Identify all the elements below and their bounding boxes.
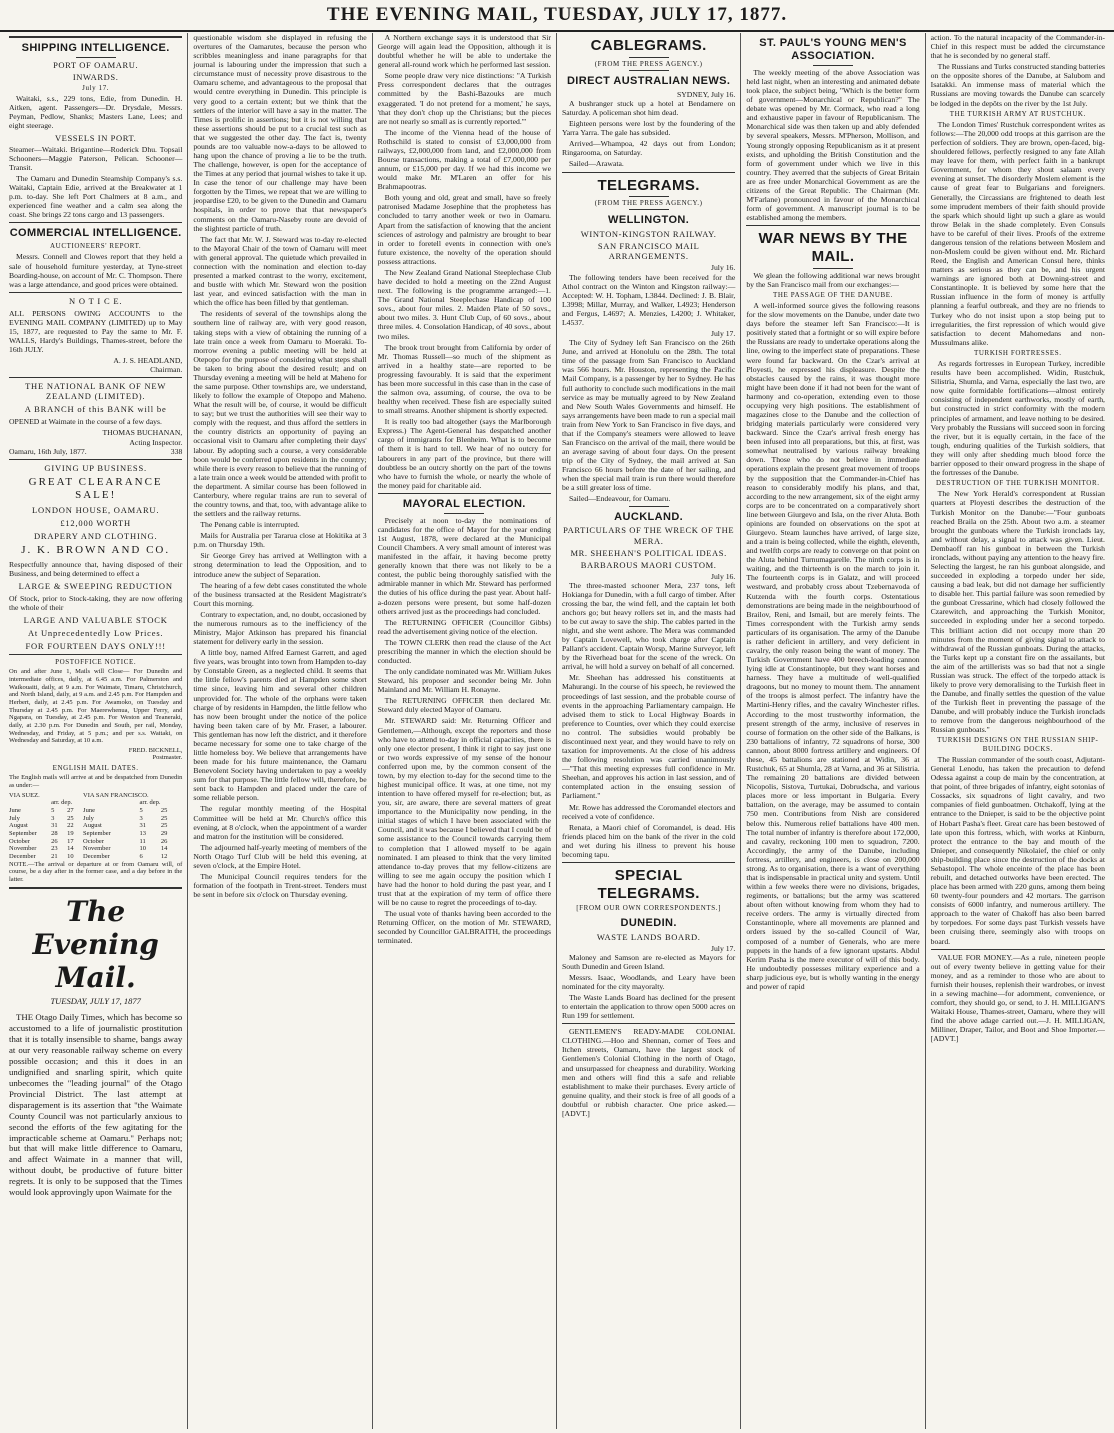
- article-paragraph: action. To the natural incapacity of the Commander-in-Chief in this respect must be added the circumstance that he is seconded by no general staff.: [930, 33, 1105, 61]
- bank-paragraph: OPENED at Waimate in the course of a few days.: [9, 417, 162, 427]
- commercial-heading: COMMERCIAL INTELLIGENCE.: [9, 227, 182, 240]
- table-cell: 17: [67, 837, 74, 845]
- dateline: July 16.: [710, 263, 736, 273]
- divider: [562, 172, 735, 173]
- article-paragraph: As regards fortresses in European Turkey, incredible results have been accomplished. Widin, Rustchuk, Silistria, Shumla, and Varna, especially the last two, are now quite formidable fortifications—almost entirely consisting of independent earthworks, mostly of earth, but constructed in strict conformity with the modern principles of armament, and leave nothing to be desired. Very probably the Russians will succeed soon in forcing the river, but it is equally certain, in the face of the tough, enduring qualities of the Turkish soldiers, that they will only after shedding much blood force the barrier opposed to their onward progress in the shape of the fortresses of the Danube.: [930, 359, 1105, 478]
- table-cell: 25: [160, 814, 168, 822]
- divider: [378, 493, 551, 494]
- article-paragraph: Mails for Australia per Tararua close at Hokitika at 3 p.m. on Thursday 19th.: [193, 531, 367, 550]
- table-cell: 25: [67, 814, 74, 822]
- winton-subheading: WINTON-KINGSTON RAILWAY.: [580, 229, 717, 240]
- monitor-subheading: DESTRUCTION OF THE TURKISH MONITOR.: [936, 479, 1100, 488]
- dateline: July 16.: [710, 571, 736, 581]
- article-paragraph: The only candidate nominated was Mr. William Jukes Steward, his proposer and seconder being Mr. John Mainland and Mr. William H. Ronayne.: [377, 667, 551, 695]
- column-1: [4, 33, 188, 1429]
- article-paragraph: The usual vote of thanks having been accorded to the Returning Officer, on the motion of Mr. STEWARD, seconded by Councillor GALBRAITH, the proceedings terminated.: [377, 909, 551, 946]
- ad-line: DRAPERY AND CLOTHING.: [33, 530, 158, 541]
- australian-news-heading: DIRECT AUSTRALIAN NEWS.: [566, 74, 731, 87]
- table-cell: October: [9, 837, 30, 845]
- table-cell: 31: [51, 822, 58, 830]
- divider: [629, 209, 669, 210]
- editorial-paragraph: THE Otago Daily Times, which has become so accustomed to a life of journalistic prostitution that it is totally insensible to shame, bangs away at our very reasonable railway scheme on every possible occasion; and this it does in an undignified and snarling spirit, which quite unbecomes the "leading journal" of the Otago Provincial District. The last attempt at disparagement is its assertion that "the Waimate County Council was not particularly anxious to second the efforts of the few agitating for the impracticable scheme at Oamaru." Perhaps not; but that will make little difference to Oamaru, and affect Waimate in a manner that will, without doubt, be productive of future bitter regrets. It is only to be supposed that the Times would look approvingly upon Waimate for the: [9, 1011, 183, 1198]
- article-paragraph: A bushranger stuck up a hotel at Bendamere on Saturday. A policeman shot him dead.: [561, 98, 736, 118]
- newspaper-flag: The Evening Mail.: [32, 894, 159, 994]
- ad-line: LARGE & SWEEPING REDUCTION: [18, 580, 173, 591]
- table-cell: 12: [160, 852, 168, 860]
- article-paragraph: The following tenders have been received for the Athol contract on the Winton and Kingston railway:—Accepted: W. H. Topham, L3844. Declined: J. B. Blair, L3998; Millar, Murray, and Walker, L4923; Henderson and Fergus, L4697; A. Menzies, L4200; J. Whitaker, L4537.: [561, 272, 736, 327]
- divider: [813, 65, 853, 66]
- telegrams-heading: TELEGRAMS.: [597, 176, 700, 194]
- table-cell: 23: [51, 845, 58, 853]
- divider: [76, 57, 116, 58]
- st-pauls-heading: ST. PAUL'S YOUNG MEN'S ASSOCIATION.: [759, 37, 907, 62]
- divider: [562, 862, 735, 863]
- article-paragraph: Arrived—Whampoa, 42 days out from London; Ringarooma, on Saturday.: [561, 139, 736, 158]
- flag-date: TUESDAY, JULY 17, 1877: [50, 995, 141, 1006]
- bank-signature: THOMAS BUCHANAN,: [102, 428, 183, 438]
- ad-line: FOR FOURTEEN DAYS ONLY!!!: [25, 640, 166, 651]
- notice-heading: N O T I C E.: [69, 295, 123, 306]
- article-paragraph: Both young and old, great and small, have so freely patronised Madame Josephine that the prophetess has concluded to tarry another week or two in Oamaru. Apart from the satisfaction of knowing that the ancient sciences of astrology and palmistry are brought to bear in order to foretell events in connection with one's future existence, the novelty of the operation should possess attractions.: [377, 193, 551, 266]
- notice-signature: A. J. S. HEADLAND,: [113, 356, 183, 366]
- vessels-heading: VESSELS IN PORT.: [54, 132, 137, 143]
- article-paragraph: Mr. STEWARD said: Mr. Returning Officer and Gentlemen,—Although, except the reporters and those who have to attend to-day in official capacities, there is only one elector present, I think it right to say just one or two words expressive of my sense of the honour conferred upon me, by the common consent of the town, by my election to-day for the second time to the highest municipal office. It was, at one time, not my intention to have offered myself for re-election; but, as you, sir, are aware, there are several matters of great importance to the Municipality now pending, in the initial stages of which I have been associated with the Council, and it was because I believed that I could be of some assistance to the Council towards carrying them to completion that I allowed myself to be again nominated. I am pleased to think that the very limited attendance to-day proves that my fellow-citizens are willing to see me again occupy the position which I have had the honor to hold during the past year, and I trust that at the expiration of my term of office there will be no cause to regret the proceedings of to-day.: [377, 716, 551, 907]
- article-paragraph: The Russian commander of the south coast, Adjutant-General Lenodu, has taken the precaution to defend Odessa against a coup de main by the concentration, at that point, of three brigades of infantry, eight sotonias of Cossacks, six squadrons of light cavalry, and two companies of field gunboatmen. Otchakoff, lying at the entrance to the Dnieper, is said to be the objective point of Hobart Pasha's fleet. Great care has been bestowed of late upon this fortress, which, with works at Kinburn, protect the entrance to the bay and mouth of the Dnieper, and consequently Nikolaief, the chief or only ship-building place since the destruction of the docks at Sebastopol. The whole enceinte of the place has been rebuilt, and detached outworks have been erected. The place has been armed with 220 guns, among them being 60 twenty-four pounders and 42 mortars. The garrison consists of 6000 infantry, and numerous artillery. The approach to the water of Chakoff has also been barred by torpedoes. For some days past Turkish vessels have been cruising there, seemingly also with troops on board.: [930, 754, 1105, 946]
- article-paragraph: Maloney and Samson are re-elected as Mayors for South Dunedin and Green Island.: [561, 952, 736, 971]
- table-row: [9, 838, 182, 846]
- article-paragraph: A little boy, named Alfred Earnest Garrett, and aged five years, was brought into town from Hampden to-day by Constable Green, as a neglected child. It seems that the little fellow's parents died at Hampden some short time since, leaving him and several other children unprovided for. The whole of the orphans were taken charge of by residents in Hampden, the little fellow who has now been brought under the notice of the police having been taken care of by Mr. Fraser, a labourer. This gentleman has now left the district, and it therefore became necessary for some one to take charge of the little homeless boy. We believe that arrangements have been made for his future maintenance, the Oamaru Benevolent Society having undertaken to pay a weekly sum for that purpose. The little fellow will, therefore, be sent back to Hampden and placed under the care of some reliable person.: [193, 648, 367, 803]
- post-signature: FRED. BICKNELL,: [128, 746, 183, 754]
- table-cell: June: [9, 807, 21, 814]
- article-paragraph: Mr. Rowe has addressed the Coromandel electors and received a vote of confidence.: [561, 802, 736, 821]
- article-paragraph: The RETURNING OFFICER then declared Mr. Steward duly elected Mayor of Oamaru.: [377, 696, 551, 715]
- column-2: [188, 33, 372, 1429]
- ad-paragraph: Respectfully announce that, having disposed of their Business, and being determined to effect a: [9, 559, 183, 578]
- article-paragraph: Renata, a Maori chief of Coromandel, is dead. His friends placed him on the bank of the river in the cold and wet during his illness to prevent his house becoming tapu.: [561, 822, 736, 859]
- divider: [9, 222, 182, 223]
- mera-subheading: PARTICULARS OF THE WRECK OF THE MERA.: [563, 525, 735, 546]
- table-cell: 5: [139, 807, 143, 814]
- dateline: SYDNEY, July 16.: [676, 89, 736, 99]
- correspondents-subheading: [FROM OUR OWN CORRESPONDENTS.]: [576, 904, 722, 913]
- table-cell: September: [9, 829, 37, 837]
- article-paragraph: questionable wisdom she displayed in refusing the overtures of the Oamarutes, because the person who scribbles meaningless and inane paragraphs for that journal is labouring under the impression that such a circumstance must of necessity prove disastrous to the Oamaru scheme, and advantageous to the proposal that would centre everything in Dunedin. This principle is very good to a certain extent; but we think that the settlers of the interior will have a say in the matter. The Times is prolific in assertions; but it is not willing that these assertions should be put to a crucial test such as that we suggested the other day. The fact is, twenty pounds are too valuable now-a-days to be allowed to hang upon the chance of proving a lie to be the truth. The challenge, however, is open for the acceptance of the Times at any period that journal wishes to take it up. In case the tenor of our challenge may have been forgotten by the Times, we repeat that we are willing to jeopardise £20, to be given to the Dunedin and Oamaru hospitals, in order to prove that that newspaper's comments on the Oamaru-Naseby route are devoid of the slightest particle of truth.: [193, 33, 367, 233]
- advert-paragraph: VALUE FOR MONEY.—As a rule, nineteen people out of every twenty believe in getting value for their money, and as a reminder to those who are about to furnish their houses, replenish their wardrobes, or invest in a sewing machine—for adornment, convenience, or comfort, they should go, or send, to J. H. MILLIGAN'S Waitaki House, Thames-street, Oamaru, where they will find the above adage carried out.—J. H. MILLIGAN, Milliner, Draper, Tailor, and Boot and Shoe Importer.—[ADVT.]: [930, 952, 1105, 1044]
- table-cell: 25: [160, 822, 168, 830]
- special-telegrams-heading: SPECIAL TELEGRAMS.: [597, 866, 700, 902]
- table-cell: December: [83, 852, 110, 860]
- bank-role: Acting Inspector.: [129, 437, 183, 447]
- table-cell: July: [83, 814, 94, 822]
- divider: [9, 887, 182, 889]
- agency-subheading: (FROM THE PRESS AGENCY.): [594, 199, 703, 208]
- table-row: [9, 822, 182, 830]
- column-4: [557, 33, 741, 1429]
- article-paragraph: The adjourned half-yearly meeting of members of the North Otago Turf Club will be held this evening, at seven o'clock, at the Empire Hotel.: [193, 842, 367, 870]
- mail-rows: [9, 807, 182, 861]
- maori-subheading: BARBAROUS MAORI CUSTOM.: [580, 559, 717, 570]
- article-paragraph: A Northern exchange says it is understood that Sir George will again lead the Opposition, although it is doubtful whether he will be able to undertake the general all-round work which he performed last session.: [377, 33, 551, 70]
- article-paragraph: The Waste Lands Board has declined for the present to entertain the application to throw open 5000 acres on Run 199 for settlement.: [561, 992, 736, 1021]
- odessa-subheading: TURKISH DESIGNS ON THE RUSSIAN SHIP-BUILDING DOCKS.: [937, 736, 1099, 753]
- article-paragraph: Eighteen persons were lost by the foundering of the Yarra Yarra. The gale has subsided.: [561, 119, 736, 138]
- cablegrams-heading: CABLEGRAMS.: [590, 37, 707, 54]
- divider: [629, 57, 669, 58]
- table-cell: 28: [51, 829, 58, 837]
- article-paragraph: The Oamaru and Dunedin Steamship Company's s.s. Waitaki, Captain Edie, arrived at the Breakwater at 1 p.m. to-day. She left Port Chalmers at 8 a.m., and experienced fine weather and a calm sea along the coast. She brings 22 tons cargo and 13 passengers.: [9, 173, 183, 220]
- article-paragraph: The brook trout brought from California by order of Mr. Thomas Russell—so much of the shipment as arrived in a healthy state—are reported to be progressing favourably. It is said that the experiment has been more successful in this case than in the case of the salmon ova, assuming, of course, the ova to be healthy when received. These fish are especially suited to small streams. Another shipment is shortly expected.: [377, 342, 551, 416]
- article-paragraph: The City of Sydney left San Francisco on the 26th June, and arrived at Honolulu on the 28th. The total time of the passage from San Francisco to Auckland was 566 hours. Mr. Houston, representing the Pacific Mail Company, is a passenger by her to Sydney. He has full authority to conclude such modifications in the mail service as may be mutually agreed to by New Zealand and New South Wales Governments and himself. He says arrangements have been made to run a special mail train from New York to San Francisco in five days, and that if the Company's steamers were allowed to leave San Francisco on the arrival of the mail, there would be an average saving of about four days. On the present trip of the City of Sydney, the mail arrived at San Francisco 66 hours before the date of her sailing, and when the special mail train is run there would therefore be a still greater loss of time.: [561, 338, 736, 493]
- table-cell: 19: [67, 829, 74, 837]
- danube-subheading: THE PASSAGE OF THE DANUBE.: [772, 290, 893, 299]
- fortresses-subheading: TURKISH FORTRESSES.: [974, 348, 1062, 357]
- waste-lands-subheading: WASTE LANDS BOARD.: [596, 931, 701, 942]
- table-cell: July: [9, 814, 20, 822]
- article-paragraph: Some people draw very nice distinctions: "A Turkish Press correspondent declares that the outrages committed by the Bashi-Bazouks are much exaggerated. 'I do not pretend for a moment,' he says, 'that they don't chop up the Christians; but the pieces are not nearly so small as is currently reported.'": [377, 71, 551, 126]
- table-header: VIA SAN FRANCISCO.: [83, 791, 149, 799]
- table-cell: 11: [139, 837, 146, 845]
- column-3: [373, 33, 557, 1429]
- wellington-heading: WELLINGTON.: [608, 214, 690, 227]
- table-cell: 29: [160, 829, 168, 837]
- ad-line: At Unprecedentedly Low Prices.: [27, 627, 164, 638]
- table-cell: 6: [139, 852, 143, 860]
- article-paragraph: We glean the following additional war news brought by the San Francisco mail from our exchanges:—: [746, 270, 920, 289]
- divider: [9, 654, 182, 655]
- table-cell: 13: [139, 829, 146, 837]
- mail-note: NOTE.—The arrival or departure at or from Oamaru will, of course, be a day after in the former case, and a day before in the latter.: [9, 860, 183, 883]
- dunedin-heading: DUNEDIN.: [620, 916, 677, 929]
- ad-line: LARGE AND VALUABLE STOCK: [23, 614, 168, 625]
- table-cell: 25: [160, 807, 168, 814]
- article-paragraph: The TOWN CLERK then read the clause of the Act prescribing the manner in which the election should be conducted.: [377, 637, 551, 665]
- notice-paragraph: ALL PERSONS OWING ACCOUNTS to the EVENING MAIL COMPANY (LIMITED) up to May 15, 1877, are requested to Pay the same to Mr. F. WALLS, Hardy's Buildings, Thames-street, before the 16th JULY.: [9, 308, 183, 355]
- article-paragraph: The hearing of a few debt cases constituted the whole of the business transacted at the Resident Magistrate's Court this morning.: [193, 580, 367, 608]
- newspaper-page: [4, 33, 1110, 1429]
- inwards-heading: INWARDS.: [72, 71, 119, 82]
- article-paragraph: Messrs. Connell and Clowes report that they held a sale of household furniture yesterday, at Tyne-street Boarding-house, on account of Mr. C. Thompson. There was a large attendance, and good prices were obtained.: [9, 252, 183, 289]
- article-paragraph: The Penang cable is interrupted.: [200, 520, 300, 530]
- article-paragraph: The residents of several of the townships along the southern line of railway are, with very good reason, taking steps with a view of obtaining the running of a late train once a week from Oamaru to Moeraki. To-morrow evening a public meeting will be held at Otepopo for the purpose of considering what steps shall be taken to bring about the desired result; and on Thursday evening a meeting will be held at Maheno for the same purpose. Other townships are, we understand, likely to follow the example of Otepopo and Maheno. What the result will be, of course, it would be difficult to say; but we trust the authorities will see their way to comply with the request, and thus afford the settlers in the country districts an opportunity of paying an occasional visit to Oamaru after completing their days' labour. By adopting such a course, a very considerable boon would be conferred upon residents in the country; while there is every reason to believe that the running of a late train once a week would be attended with profit to the department. A similar course has been followed in Canterbury, where regular trains are run to several of the country towns, and that, too, with advantage alike to the settlers and the railway returns.: [193, 309, 367, 519]
- article-paragraph: The regular monthly meeting of the Hospital Committee will be held at Mr. Church's office this evening, at 8 o'clock, when the appointment of a warder and matron for the institution will be considered.: [193, 804, 367, 841]
- table-cell: 22: [67, 822, 74, 830]
- article-paragraph: The Russians and Turks constructed standing batteries on the opposite shores of the Danube, at Salubom and Isatakki. An immense mass of material which the Russians are moving towards the Danube can scarcely be lodged in the depôts on the river by the 1st July.: [930, 62, 1105, 108]
- article-paragraph: The New Zealand Grand National Steeplechase Club have decided to hold a meeting on the 22nd August next. The following is the programme arranged:—1. The Grand National Steeplechase Handicap of 100 sovs., about four miles. 2. Maiden Plate of 50 sovs., about two miles. 3. Hunt Club Cup, of 60 sovs., about three miles. 4. Consolation Handicap, of 40 sovs., about two miles.: [377, 267, 551, 341]
- table-cell: 14: [67, 845, 74, 853]
- divider: [9, 292, 182, 293]
- advert-paragraph: GENTLEMEN'S READY-MADE COLONIAL CLOTHING.—Hoo and Shennan, corner of Tees and Itchen streets, Oamaru, have the largest stock of Gentlemen's Colonial Clothing in the north of Otago, and unsurpassed for cheapness and durability. Working men and others will find this a safe and reliable establishment to make their purchases. Every article of genuine quality, and their stock is free of all goods of a doubtful or rubbish character. One price asked.—[ADVT.]: [561, 1027, 736, 1118]
- bank-dateline: Oamaru, 16th July, 1877. 338: [9, 446, 183, 456]
- table-cell: June: [83, 807, 95, 814]
- article-paragraph: A well-informed source gives the following reasons for the slow movements on the Danube, under date two days before the steamer left San Francisco:—It is positively stated that a fortnight or so will expire before the Russians are ready to undertake operations along the line, owing to the imperfect state of preparations. These were found far backward. On the Czar's arrival at Ployesti, he expressed his displeasure. Despite the obstacles caused by the rains, it was thought more might have been done if it had not been for the want of harmony and co-operation, extending even to those occupying very high positions. The establishment of magazines close to the Danube and the collection of bridging materials particularly were considered very backward. Since the Czar's arrival fresh energy has been infused into all preparations, but this, at first, was somewhat neutralised by various railway breaking down. Those who do not believe in immediate operations explain the present great movement of troops by the supposition that the Commander-in-Chief has reason to considerably modify his plans, and that, according to the new arrangement, six of the eight army corps are to be concentrated on a comparatively short line between Giurgevo and Isla, on the river Aluta. Both opinions are founded on observations on the spot at Giurgevo. Steam launches have arrived, of large size, and a train is being collected, while the eighth, eleventh, and twelfth corps are ready to converge on that point on the Aluta behind Turnumagarelle. The ninth corps is in waiting, and the thirteenth is on the march to join it. The fourteenth corps is in Galatz, and will proceed westward, and probably cross about Tzebernavoda of Kutzenda with the fourth corps. Ostentatious demonstrations are being made in the neighbourhood of Brailov, Reni, and Ismail, but are merely feints. The Times correspondent with the Turkish army sends particulars of its organisation. The army of the Danube is rather deficient in artillery, and very deficient in cavalry, the only reason being the want of money. The Turkish Government have 400 breech-loading cannon lying idle at Constantinople, but they want horses and harness. They have a multitude of well-qualified dragoons, but no money to mount them. The annament of the troops is almost perfect. The infantry have the Martini-Henry rifles, and the cavalry Winchester rifles. According to the most trustworthy information, the present strength of the army, inclusive of reserves in course of formation on the other side of the Balkans, is 230 battalions of infantry, 72 squadrons of horse, 300 cannon, about 8000 fortress artillery and engineers. Of these, 45 battalions are stationed at Widin, 36 at Rustchuk, 65 at Shumla, 28 at Varna, and 36 at Silistria. The remaining 20 battalions are divided between Nicopolis, Sistova, Turtukai, Dobrudscha, and various places more or less important in Bulgaria. Every battalion, on the average, may be assumed to contain 750 men. Contributions from Nish are considered below this. Numerous relief battalions have 400 men. The total number of infantry is therefore about 172,000, and cavalry, reckoning 100 men to squadron, 7200. Accordingly, the army of the Danube, including fortress, artillery, and engineers, is close on 200,000 strong. As to organisation, there is a want of everything that is indispensable in practical unity and system. Until within a few weeks there were no divisions, brigades, regiments, or battalions; but the army was scattered about often without knowing from whom they had to receive orders. The army is virtually directed from Constantinople, where all movements are planned and orders issued by the so-called Council of War, composed of a number of Generals, who are mere puppets in the hands of a few ignorant upstarts. Abdul Kerim Pasha is the mere executor of will of this body. He undoubtedly possesses military experience and a sharp judicious eye, but is wholly wanting in the energy and power of rapid: [746, 301, 920, 991]
- dateline: July 17.: [710, 943, 736, 953]
- divider: [629, 506, 669, 507]
- table-subheader: arr. dep.: [139, 799, 161, 807]
- table-header: VIA SUEZ.: [9, 791, 40, 799]
- divider: [562, 1023, 735, 1024]
- ad-line: LONDON HOUSE, OAMARU.: [32, 504, 160, 515]
- table-row: [9, 853, 182, 861]
- divider: [813, 268, 853, 269]
- table-cell: 3: [139, 814, 143, 822]
- inwards-date: July 17.: [82, 84, 110, 92]
- table-row: [9, 830, 182, 838]
- mayoral-heading: MAYORAL ELECTION.: [402, 497, 526, 510]
- table-cell: August: [83, 822, 102, 830]
- auckland-heading: AUCKLAND.: [614, 510, 684, 523]
- table-cell: 14: [160, 845, 168, 853]
- agency-subheading: (FROM THE PRESS AGENCY.): [594, 59, 703, 68]
- article-paragraph: Sailed—Arawata.: [568, 159, 624, 169]
- bank-heading: THE NATIONAL BANK OF NEW ZEALAND (LIMITED).: [25, 381, 167, 402]
- article-paragraph: The fact that Mr. W. J. Steward was to-day re-elected to the Mayoral Chair of the town of Oamaru will meet with general approval. The quietude which prevailed in connection with the nomination and election to-day presented a marked contrast to the worry, excitement, and bustle with which Mr. Steward won the position last year, and evinced satisfaction with the man in which the office has been filled by that gentleman.: [193, 234, 367, 308]
- table-cell: November: [83, 845, 111, 853]
- divider: [9, 36, 182, 38]
- shipping-heading: SHIPPING INTELLIGENCE.: [21, 42, 170, 54]
- table-row: [9, 815, 182, 823]
- ad-headline: GREAT CLEARANCE SALE!: [28, 475, 163, 501]
- notice-role: Chairman.: [150, 365, 183, 375]
- article-paragraph: Sailed—Endeavour, for Oamaru.: [568, 494, 671, 504]
- post-heading: POSTOFFICE NOTICE.: [55, 658, 137, 666]
- article-paragraph: Steamer—Waitaki. Brigantine—Roderick Dhu. Topsail Schooners—Maggie Paterson, Pelican. Schooner—Transit.: [9, 144, 183, 172]
- table-cell: 26: [51, 837, 58, 845]
- table-cell: 21: [51, 852, 58, 860]
- divider: [629, 196, 669, 197]
- table-cell: 10: [139, 845, 146, 853]
- divider: [444, 513, 484, 514]
- english-paragraph: The English mails will arrive at and be despatched from Dunedin as under:—: [9, 774, 183, 790]
- port-heading: PORT OF OAMARU.: [53, 59, 139, 70]
- sheehan-subheading: MR. SHEEHAN'S POLITICAL IDEAS.: [570, 547, 727, 558]
- war-news-heading: WAR NEWS BY THE MAIL.: [758, 230, 908, 265]
- table-row: [9, 807, 182, 815]
- table-cell: September: [83, 829, 111, 837]
- article-paragraph: The income of the Vienna head of the house of Rothschild is stated to consist of £3,000,000 from railways, £2,000,000 from land, and £2,000,000 from Bourse transactions, making a total of £7,000,000 per annum, or £15,000 per day. If we had this income we would make Mr. M'Laren an offer for his Brahmapootras.: [377, 127, 551, 192]
- column-6: [926, 33, 1110, 1429]
- table-cell: 3: [51, 814, 55, 822]
- sf-mail-subheading: SAN FRANCISCO MAIL ARRANGEMENTS.: [597, 241, 700, 262]
- dateline: July 17.: [710, 329, 736, 339]
- table-cell: 10: [67, 852, 74, 860]
- ad-line: GIVING UP BUSINESS.: [44, 462, 147, 473]
- post-paragraph: On and after June 1, Mails will Close— For Dunedin and intermediate offices, daily, at 6.45 a.m. For Palmerston and Waikouaiti, daily, at 9 a.m. For Waimate, Timaru, Christchurch, and North Island, daily, at 9 a.m. and 2.45 p.m. For Hampden and Herbert, daily, at 2.45 p.m. For Awamoko, on Tuesday and Thursday at 2.45 p.m. For Maerewhenua, Upper Ferry, and Ngapara, on Tuesday, at 2.45 p.m. For Weston and Teaneraki, daily, at 2.30 p.m. For Dunedin and South, per rail, Monday, Wednesday, and Friday, at 5 p.m.; and per s.s. Waitaki, on Wednesday and Saturday, at 10 a.m.: [9, 668, 183, 745]
- table-cell: 26: [160, 837, 168, 845]
- article-paragraph: The New York Herald's correspondent at Russian quarters at Ployesti describes the destruction of the Turkish Monitor on the Danube:—"Four gunboats reached Braila on the 25th. About two a.m. a steamer brought the gunboats where the Turkish ironclads lay, and without delay, a signal to attack was given. Lieut. Dembaoff ran his gunboat in between the Turkish ironclads, without paying any attention to the heavy fire. Selecting the largest, he ran his gunboat alongside, and succeeded in exploding a torpedo under her side, causing a bad leak, but did not damage her sufficiently to disable her. This partial failure was soon remedied by the gunboat Cressarine, which had closely followed the Czarewitch, and approaching the Turkish Monitor, succeeded in exploding under her a second torpedo. This brilliant action did not occupy more than 20 minutes from the moment of giving signal to attack to withdrawal of the Russian gunboats. During the attacks, the Turks kept up a constant fire on the assailants, but the aim of the artillerists was so bad that not a single Russian was struck. The effect of the torpedo attack is likely to prove very demoralising to the Turkish fleet in the Danube, and finally settles the question of the value of the Turkish fleet in preventing the passage of the Danube, and will probably induce the Turkish ironclads to remove from the dangerous neighbourhood of the Russian gunboats.": [930, 489, 1105, 735]
- article-paragraph: The Municipal Council requires tenders for the formation of the footpath in Trent-street. Tenders must be sent in before six o'clock on Thursday evening.: [193, 872, 367, 900]
- article-paragraph: The London Times' Rustchuk correspondent writes as follows:—The 20,000 odd troops at this garrison are the perfection of soldiers. They are brown, open-faced, big-shouldered fellows, perfectly resigned to any fate Allah may leave for them, with perfect faith in a bankrupt Government, for whom they shout salaam every evening at sunset. The disorderly Moslem element is the cause of great fear to Bulgarians and foreigners. Generally, the Circassians are frightened to death lest some imprudent members of their faith should provide the spark which should light up such a glare as would throw Belak in the shade completely. Even Consuls have to be careful of their lives. Proofs of the extreme dangerous tension of the relations between Moslem and non-Moslem could be given without end. Mr. Richard Reed, the English and American Consul here, thinks matters as serious as they can be, and his urgent warnings are ignored both at Downing-street and Constantinople. It is believed by some here that the Russian influence in the form of money is artfully planning a fearful outbreak, and they are no friends to Turkey who do not insist upon a stop being put to irregularities, the first repression of which would give satisfaction to decent Mahomedans and non-Mussulmans alike.: [930, 119, 1105, 347]
- table-cell: August: [9, 822, 28, 830]
- article-paragraph: Mr. Sheehan has addressed his constituents at Mahurangi. In the course of his speech, he reviewed the proceedings of last session, and the probable course of events in the approaching Parliamentary campaign. He advised them to stick to Local Highway Boards in preference to Counties, over which they could exercise no control. The subsidies would probably be discontinued next year, and they would have to rely on taxation for improvements. At the close of his address the following resolution was carried unanimously—"That this meeting expresses full confidence in Mr. Sheehan, and approves his action in last session, and of contemplated action in the ensuing session of Parliament.": [561, 673, 736, 801]
- article-paragraph: The three-masted schooner Mera, 237 tons, left Hokianga for Dunedin, with a full cargo of timber. After crossing the bar, the wind fell, and the captain let both anchors go; but heavy rollers set in, and the masts had to be cut away to save the ship. The cables parted in the night, and she went ashore. The Mera was commanded by Captain Lovewell, who took charge after Captain Pallant's accident. Captain Worsp, Marine Surveyor, left by the Riverhead boat for the scene of the wreck. On arrival, he will hold a survey on behalf of all concerned.: [561, 580, 736, 672]
- rustchuk-subheading: THE TURKISH ARMY AT RUSTCHUK.: [949, 109, 1086, 118]
- ad-headline: J. K. BROWN AND CO.: [21, 543, 171, 556]
- bank-line: A BRANCH of this BANK will be: [24, 404, 167, 415]
- table-row: [9, 845, 182, 853]
- table-cell: October: [83, 837, 104, 845]
- article-paragraph: It is really too bad altogether (says the Marlborough Express.) The Agent-General has despatched another cargo of immigrants for Blenheim. What is to become of them it is hard to tell. We hear of no outcry for labourers in any part of the province, but there will doubtless be an outcry shortly on the part of the towns who have to furnish the whole, or nearly the whole of the money paid for charitable aid.: [377, 417, 551, 490]
- table-cell: December: [9, 852, 36, 860]
- ad-line: £12,000 WORTH: [60, 517, 131, 528]
- article-paragraph: Waitaki, s.s., 229 tons, Edie, from Dunedin. H. Aitken, agent. Passengers—Dr. Drysdale, Messrs. Peyman, Pedlow, Shanks; Masters Lane, Lees; and eight steerage.: [9, 94, 183, 131]
- article-paragraph: The weekly meeting of the above Association was held last night, when an interesting and animated debate took place, the subject being, "Which is the better form of government—Monarchical or Republican?" The debate was opened by Mr. Cormack, who read a long and exhaustive paper in favour of Republicanism. The Monarchical side was then taken up and ably defended by several speakers, Messrs. M'Pherson, Mollison, and Young strongly opposing Republicanism as it at present exists, and upholding the British Constitution and the form of government under which we live in this country. They averred that the subjects of Great Britain are as free under Monarchical Government as are the citizens of the Great Republic. The Chairman (Mr. M'Farlane) pronounced in favour of the Monarchical form of government. A manuscript journal is to be established among the members.: [746, 67, 920, 223]
- table-cell: 5: [51, 807, 55, 814]
- ad-paragraph: Of Stock, prior to Stock-taking, they are now offering the whole of their: [9, 593, 183, 612]
- masthead: THE EVENING MAIL, TUESDAY, JULY 17, 1877.: [0, 0, 1114, 32]
- divider: [9, 377, 182, 378]
- article-paragraph: Precisely at noon to-day the nominations of candidates for the office of Mayor for the year ending 1st August, 1878, were declared at the Municipal Council Chambers. A very small amount of interest was manifested in the affair, it having become pretty generally known that there was not likely to be a contest, the public being thoroughly satisfied with the admirable manner in which Mr. Steward has performed the duties of his office during the past year. About half-a-dozen persons were present, but some half-dozen others arrived just as the proceedings had concluded.: [377, 515, 551, 616]
- post-role: Postmaster.: [152, 754, 183, 762]
- english-heading: ENGLISH MAIL DATES.: [52, 764, 139, 773]
- article-paragraph: Contrary to expectation, and, no doubt, occasioned by the numerous rumours as to the inefficiency of the Ministry, Major Atkinson has prepared his financial statement for delivery early in the session.: [193, 609, 367, 647]
- divider: [629, 70, 669, 71]
- article-paragraph: The RETURNING OFFICER (Councillor Gibbs) read the advertisement giving notice of the election.: [377, 617, 551, 636]
- divider: [9, 459, 182, 460]
- article-paragraph: Sir George Grey has arrived at Wellington with a strong determination to lead the Opposition, and to introduce anew the subject of Separation.: [193, 551, 367, 579]
- auction-heading: AUCTIONEERS' REPORT.: [50, 242, 142, 251]
- table-cell: 31: [139, 822, 146, 830]
- table-cell: 27: [67, 807, 74, 814]
- mail-table: [9, 792, 182, 861]
- table-subheader: arr. dep.: [51, 799, 73, 807]
- column-5: [741, 33, 925, 1429]
- article-paragraph: Messrs. Isaac, Woodlands, and Leary have been nominated for the city mayoralty.: [561, 972, 736, 991]
- divider: [746, 225, 919, 226]
- table-cell: November: [9, 845, 37, 853]
- divider: [931, 949, 1105, 950]
